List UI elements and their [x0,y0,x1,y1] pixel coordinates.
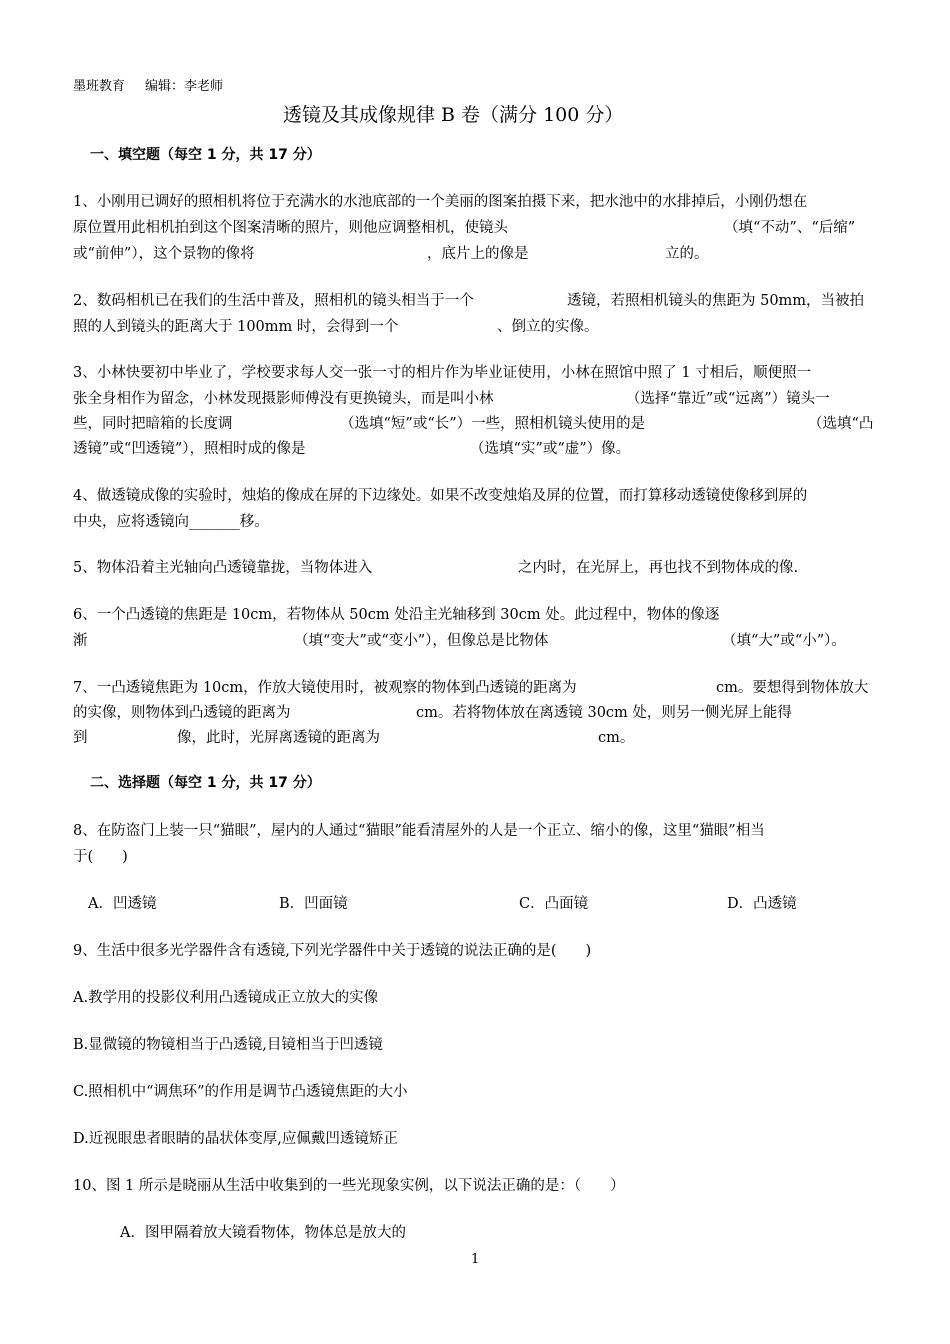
q7-line2b: cm。若将物体放在离透镜 30cm 处，则另一侧光屏上能得 [416,705,792,721]
q2-line1a: 2、数码相机已在我们的生活中普及，照相机的镜头相当于一个 [73,293,474,309]
q8-option-a: A．凹透镜 [88,896,157,912]
q6-line1: 6、一个凸透镜的焦距是 10cm，若物体从 50cm 处沿主光轴移到 30cm 处。此过程中，物体的像逐 [73,607,720,623]
q9-option-a: A.教学用的投影仪利用凸透镜成正立放大的实像 [73,990,379,1006]
q10-stem: 10、图 1 所示是晓丽从生活中收集到的一些光现象实例，以下说法正确的是：（ ） [73,1178,625,1194]
q5-line-a: 5、物体沿着主光轴向凸透镜靠拢，当物体进入 [73,560,373,576]
q7-line3b: 像，此时，光屏离透镜的距离为 [177,730,380,746]
section-heading-multiple-choice: 二、选择题（每空 1 分，共 17 分） [90,775,321,791]
q2-line2a: 照的人到镜头的距离大于 100mm 时，会得到一个 [73,319,399,335]
q6-line2c: （填“大”或“小”）。 [722,633,846,649]
q1-line3b: ，底片上的像是 [427,246,529,262]
q8-option-b: B．凹面镜 [279,896,348,912]
q1-line2b: （填“不动”、“后缩” [724,220,856,236]
q10-option-a: A．图甲隔着放大镜看物体，物体总是放大的 [120,1225,406,1241]
q2-line1b: 透镜，若照相机镜头的焦距为 50mm，当被拍 [567,293,865,309]
q1-line3c: 立的。 [665,246,709,262]
q3-line4b: （选填“实”或“虚”）像。 [470,441,631,457]
q3-line2b: （选择“靠近”或“远离”）镜头一 [626,391,830,407]
q4-line2: 中央，应将透镜向_______移。 [73,514,269,530]
q9-option-d: D.近视眼患者眼睛的晶状体变厚,应佩戴凹透镜矫正 [73,1131,398,1147]
q8-option-d: D．凸透镜 [727,896,797,912]
q7-line1a: 7、一凸透镜焦距为 10cm，作放大镜使用时，被观察的物体到凸透镜的距离为 [73,680,577,696]
q3-line3b: （选填“短”或“长”）一些，照相机镜头使用的是 [340,416,646,432]
q3-line1: 3、小林快要初中毕业了，学校要求每人交一张一寸的相片作为毕业证使用，小林在照馆中照了 1 寸相后，顺便照一 [73,365,812,381]
q9-stem: 9、生活中很多光学器件含有透镜,下列光学器件中关于透镜的说法正确的是( ) [73,943,592,959]
q7-line3a: 到 [73,730,88,746]
q3-line3a: 些，同时把暗箱的长度调 [73,416,233,432]
q8-line2: 于( ) [73,849,128,865]
q7-line3c: cm。 [598,730,635,746]
q9-option-b: B.显微镜的物镜相当于凸透镜,目镜相当于凹透镜 [73,1037,383,1053]
header-org: 墨班教育 [73,79,126,94]
q7-line2a: 的实像，则物体到凸透镜的距离为 [73,705,291,721]
header-editor: 编辑：李老师 [145,79,224,94]
q3-line4a: 透镜”或“凹透镜”），照相时成的像是 [73,441,306,457]
q6-line2a: 渐 [73,633,88,649]
q3-line3c: （选填“凸 [808,416,874,432]
q9-option-c: C.照相机中“调焦环”的作用是调节凸透镜焦距的大小 [73,1084,408,1100]
section-heading-fill-blank: 一、填空题（每空 1 分，共 17 分） [90,147,321,163]
q3-line2a: 张全身相作为留念，小林发现摄影师傅没有更换镜头，而是叫小林 [73,391,494,407]
q8-option-c: C．凸面镜 [519,896,589,912]
q4-line1: 4、做透镜成像的实验时，烛焰的像成在屏的下边缘处。如果不改变烛焰及屏的位置，而打算移动透镜使像移到屏的 [73,488,808,504]
q7-line1b: cm。要想得到物体放大 [716,680,869,696]
page-title: 透镜及其成像规律 B 卷（满分 100 分） [283,104,624,126]
q8-line1: 8、在防盗门上装一只“猫眼”，屋内的人通过“猫眼”能看清屋外的人是一个正立、缩小的像，这里“猫眼”相当 [73,823,765,839]
q1-line2a: 原位置用此相机拍到这个图案清晰的照片，则他应调整相机，使镜头 [73,220,508,236]
page-number: 1 [471,1252,480,1267]
q1-line3a: 或“前伸”），这个景物的像将 [73,246,255,262]
q1-line1: 1、小刚用已调好的照相机将位于充满水的水池底部的一个美丽的图案拍摄下来，把水池中的水排掉后，小刚仍想在 [73,194,808,210]
q6-line2b: （填“变大”或“变小”），但像总是比物体 [294,633,549,649]
q5-line-b: 之内时，在光屏上，再也找不到物体成的像. [518,560,799,576]
q2-line2b: 、倒立的实像。 [497,319,599,335]
